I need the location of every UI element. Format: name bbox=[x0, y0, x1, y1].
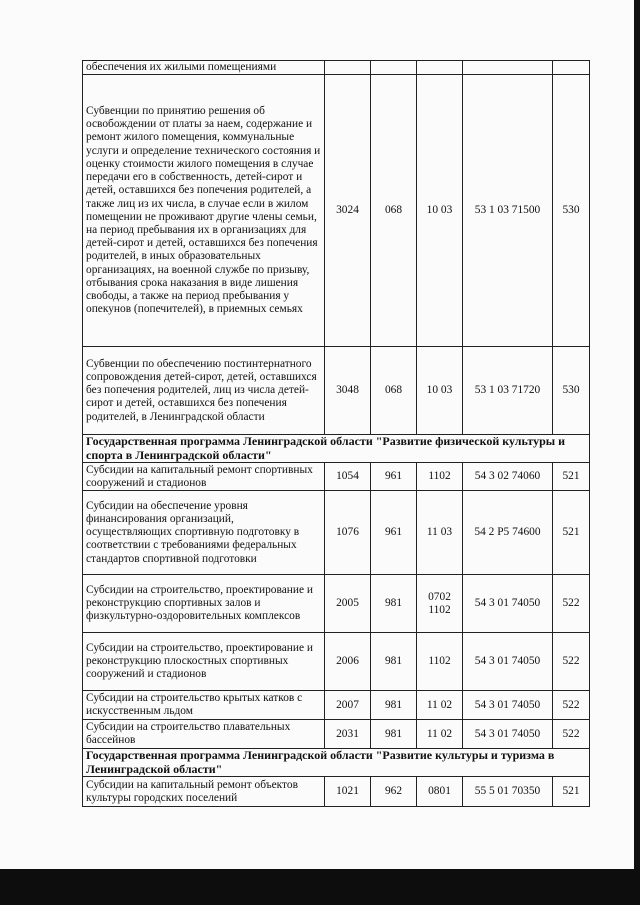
expense-type-cell bbox=[553, 61, 590, 75]
table-row bbox=[83, 633, 590, 691]
program-title: Государственная программа Ленинградской области "Развитие культуры и туризма в Ленинградской области" bbox=[83, 749, 590, 777]
item-name-cell: Субсидии на строительство, проектирование и реконструкцию спортивных залов и физкультурно-оздоровительных комплексов bbox=[83, 575, 325, 633]
code-cell: 2031 bbox=[325, 720, 371, 749]
admin-code-cell: 961 bbox=[371, 463, 417, 491]
item-name-cell: Субсидии на строительство плавательных бассейнов bbox=[83, 720, 325, 749]
target-article-cell bbox=[463, 61, 553, 75]
code-cell: 1054 bbox=[325, 463, 371, 491]
section-code-line: 1102 bbox=[428, 603, 451, 616]
section-code-cell: 11 02 bbox=[417, 720, 463, 749]
program-title: Государственная программа Ленинградской области "Развитие физической культуры и спорта в Ленинградской области" bbox=[83, 435, 590, 463]
admin-code-cell: 068 bbox=[371, 75, 417, 347]
admin-code-cell: 981 bbox=[371, 633, 417, 691]
expense-type-cell: 530 bbox=[553, 347, 590, 435]
section-code-cell: 11 03 bbox=[417, 491, 463, 575]
table-row bbox=[83, 61, 590, 75]
expense-type-cell: 522 bbox=[553, 575, 590, 633]
code-cell: 1076 bbox=[325, 491, 371, 575]
section-code-cell: 1102 bbox=[417, 463, 463, 491]
expense-type-cell: 522 bbox=[553, 720, 590, 749]
section-code-cell: 10 03 bbox=[417, 75, 463, 347]
item-name-cell: Субсидии на обеспечение уровня финансирования организаций, осуществляющих спортивную подготовку в соответствии с требованиями федеральных стандартов спортивной подготовки bbox=[83, 491, 325, 575]
code-cell bbox=[325, 61, 371, 75]
target-article-cell: 53 1 03 71500 bbox=[463, 75, 553, 347]
item-name-cell: Субсидии на строительство крытых катков с искусственным льдом bbox=[83, 691, 325, 720]
item-name-cell: Субвенции по обеспечению постинтернатного сопровождения детей-сирот, детей, оставшихся без попечения родителей, лиц из числа детей-сирот и детей, оставшихся без попечения родителей, в Ленинградской области bbox=[83, 347, 325, 435]
code-cell: 3024 bbox=[325, 75, 371, 347]
item-name-cell: обеспечения их жилыми помещениями bbox=[83, 61, 325, 75]
item-name-cell: Субсидии на капитальный ремонт объектов культуры городских поселений bbox=[83, 777, 325, 807]
program-header-row bbox=[83, 749, 590, 777]
admin-code-cell bbox=[371, 61, 417, 75]
section-code-cell: 0801 bbox=[417, 777, 463, 807]
expense-type-cell: 522 bbox=[553, 633, 590, 691]
section-code-cell: 1102 bbox=[417, 633, 463, 691]
section-code-cell bbox=[417, 61, 463, 75]
admin-code-cell: 981 bbox=[371, 720, 417, 749]
expense-type-cell: 521 bbox=[553, 491, 590, 575]
table-row bbox=[83, 347, 590, 435]
program-header-row bbox=[83, 435, 590, 463]
target-article-cell: 54 3 01 74050 bbox=[463, 575, 553, 633]
section-code-line: 0702 bbox=[428, 590, 451, 603]
expense-type-cell: 530 bbox=[553, 75, 590, 347]
admin-code-cell: 068 bbox=[371, 347, 417, 435]
table-row bbox=[83, 720, 590, 749]
section-code-cell bbox=[417, 575, 463, 633]
target-article-cell: 54 3 02 74060 bbox=[463, 463, 553, 491]
admin-code-cell: 961 bbox=[371, 491, 417, 575]
target-article-cell: 53 1 03 71720 bbox=[463, 347, 553, 435]
target-article-cell: 55 5 01 70350 bbox=[463, 777, 553, 807]
budget-table-body bbox=[83, 61, 590, 807]
target-article-cell: 54 2 P5 74600 bbox=[463, 491, 553, 575]
section-code-cell: 11 02 bbox=[417, 691, 463, 720]
section-code-cell: 10 03 bbox=[417, 347, 463, 435]
item-name-cell: Субсидии на капитальный ремонт спортивных сооружений и стадионов bbox=[83, 463, 325, 491]
item-name-cell: Субсидии на строительство, проектирование и реконструкцию плоскостных спортивных сооружений и стадионов bbox=[83, 633, 325, 691]
expense-type-cell: 521 bbox=[553, 777, 590, 807]
budget-table bbox=[82, 60, 590, 807]
admin-code-cell: 981 bbox=[371, 691, 417, 720]
table-row bbox=[83, 75, 590, 347]
item-name-cell: Субвенции по принятию решения об освобождении от платы за наем, содержание и ремонт жилого помещения, коммунальные услуги и определение технического состояния и оценку стоимости жилого помещения в случае передачи его в собственность, детей-сирот и детей, оставшихся без попечения родителей, а также лиц из их числа, в случае если в жилом помещении не проживают другие члены семьи, на период пребывания их в организациях для детей-сирот и детей, оставшихся без попечения родителей, в иных образовательных организациях, на военной службе по призыву, отбывания срока наказания в виде лишения свободы, а также на период пребывания у опекунов (попечителей), в приемных семьях bbox=[83, 75, 325, 347]
code-cell: 2005 bbox=[325, 575, 371, 633]
scan-bottom-border bbox=[0, 869, 640, 905]
expense-type-cell: 521 bbox=[553, 463, 590, 491]
target-article-cell: 54 3 01 74050 bbox=[463, 720, 553, 749]
scan-right-edge bbox=[634, 0, 640, 870]
table-row bbox=[83, 777, 590, 807]
code-cell: 2006 bbox=[325, 633, 371, 691]
expense-type-cell: 522 bbox=[553, 691, 590, 720]
table-row bbox=[83, 463, 590, 491]
code-cell: 1021 bbox=[325, 777, 371, 807]
target-article-cell: 54 3 01 74050 bbox=[463, 633, 553, 691]
target-article-cell: 54 3 01 74050 bbox=[463, 691, 553, 720]
table-row bbox=[83, 491, 590, 575]
admin-code-cell: 981 bbox=[371, 575, 417, 633]
code-cell: 3048 bbox=[325, 347, 371, 435]
table-row bbox=[83, 575, 590, 633]
code-cell: 2007 bbox=[325, 691, 371, 720]
table-row bbox=[83, 691, 590, 720]
admin-code-cell: 962 bbox=[371, 777, 417, 807]
